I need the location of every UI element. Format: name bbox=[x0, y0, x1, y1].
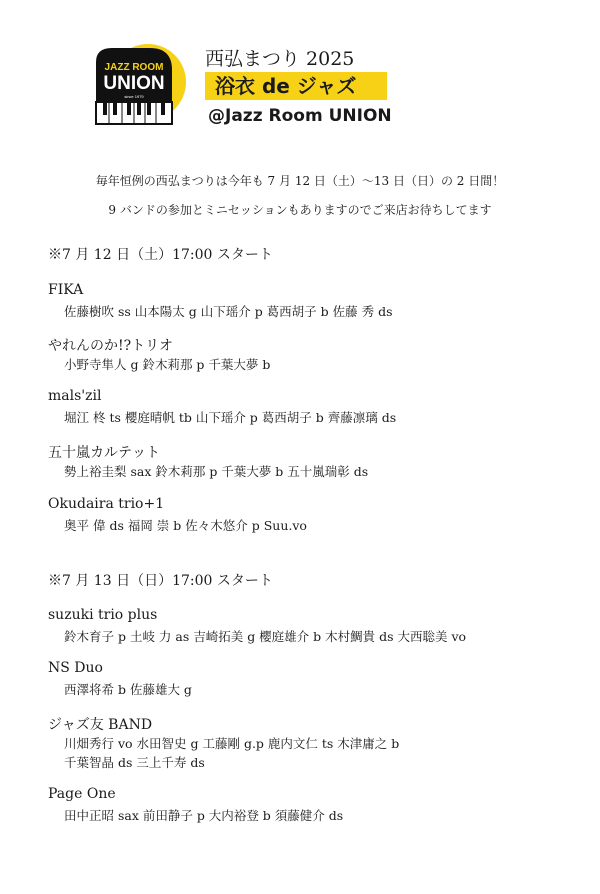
intro-line2: 9 バンドの参加とミニセッションもありますのでご来店お待ちしてます bbox=[108, 203, 492, 217]
band-name: Okudaira trio+1 bbox=[48, 496, 165, 512]
band-name: suzuki trio plus bbox=[48, 607, 158, 623]
day1-heading: ※7 月 12 日（土）17:00 スタート bbox=[48, 247, 273, 263]
band-members: 千葉智晶 ds 三上千寿 ds bbox=[64, 755, 205, 770]
logo-line3: since 1979 bbox=[124, 94, 144, 99]
band-members: 佐藤樹吹 ss 山本陽太 g 山下瑶介 p 葛西胡子 b 佐藤 秀 ds bbox=[64, 304, 393, 319]
band-name: 五十嵐カルテット bbox=[48, 445, 160, 461]
band-name: NS Duo bbox=[48, 660, 103, 676]
band-members: 小野寺隼人 g 鈴木莉那 p 千葉大夢 b bbox=[64, 357, 271, 372]
band-members: 田中正昭 sax 前田静子 p 大内裕登 b 須藤健介 ds bbox=[64, 808, 344, 823]
band-members: 勢上裕圭梨 sax 鈴木莉那 p 千葉大夢 b 五十嵐瑞彰 ds bbox=[64, 464, 369, 479]
band-members: 奥平 偉 ds 福岡 崇 b 佐々木悠介 p Suu.vo bbox=[64, 518, 307, 533]
page-title: 西弘まつり 2025 bbox=[205, 48, 355, 70]
band-name: mals'zil bbox=[48, 388, 102, 404]
band-name: ジャズ友 BAND bbox=[48, 717, 153, 733]
event-title-banner: 浴衣 de ジャズ bbox=[205, 72, 387, 100]
band-members: 川畑秀行 vo 水田智史 g 工藤剛 g.p 鹿内文仁 ts 木津庸之 b bbox=[64, 736, 400, 751]
band-name: やれんのか!?トリオ bbox=[48, 338, 173, 354]
band-members: 堀江 柊 ts 櫻庭晴帆 tb 山下瑶介 p 葛西胡子 b 齊藤凛璃 ds bbox=[64, 410, 397, 425]
band-members: 鈴木育子 p 土岐 力 as 吉崎拓美 g 櫻庭雄介 b 木村鯛貴 ds 大西聡美 vo bbox=[64, 629, 467, 644]
band-members: 西澤将希 b 佐藤雄大 g bbox=[64, 682, 192, 697]
logo-line1: JAZZ ROOM bbox=[104, 62, 164, 73]
day2-heading: ※7 月 13 日（日）17:00 スタート bbox=[48, 573, 273, 589]
venue-name: @Jazz Room UNION bbox=[208, 106, 392, 126]
band-name: Page One bbox=[48, 786, 116, 802]
band-name: FIKA bbox=[48, 282, 84, 298]
logo-line2: UNION bbox=[103, 73, 165, 94]
intro-line1: 毎年恒例の西弘まつりは今年も 7 月 12 日（土）～13 日（日）の 2 日間！ bbox=[95, 174, 505, 188]
jazz-room-union-logo bbox=[90, 42, 190, 134]
